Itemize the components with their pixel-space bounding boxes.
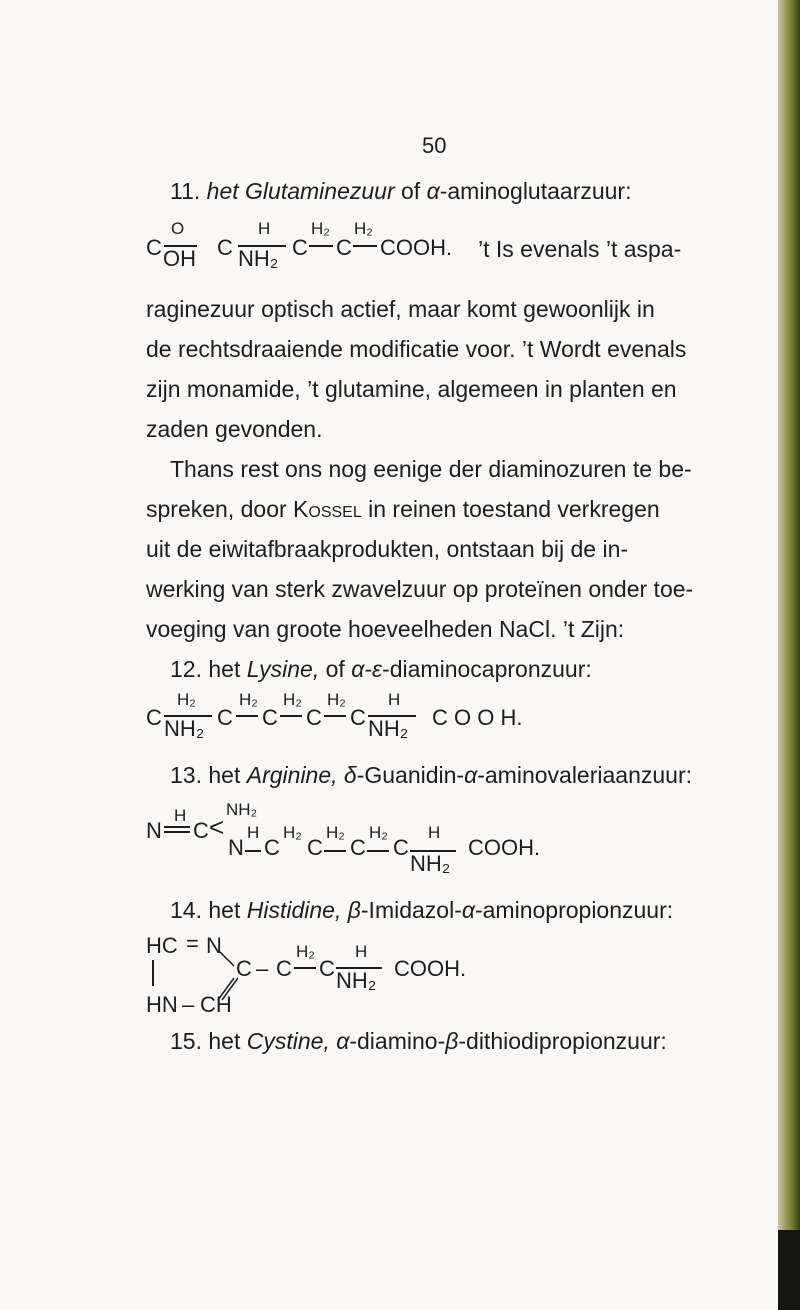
bond-line [280, 715, 302, 717]
formula-cooh: C O O H. [432, 705, 523, 730]
ring-bond [220, 952, 234, 966]
formula-h: H [428, 823, 441, 842]
formula-c: C [146, 235, 162, 260]
formula-h: H [355, 942, 368, 961]
greek-letter: β [347, 897, 361, 923]
item-number: 14. [170, 897, 202, 923]
bond-line [236, 715, 258, 717]
formula-o: O [171, 219, 185, 238]
formula-nh2: NH₂ [164, 716, 205, 741]
item-article: het [208, 897, 241, 923]
item-14-heading [170, 897, 673, 924]
formula-c: C [393, 835, 409, 860]
formula-h2: H₂ [296, 942, 315, 961]
single-bond: – [182, 992, 195, 1017]
item-article: het [206, 178, 239, 204]
body-line: zijn monamide, ’t glutamine, algemeen in planten en [146, 376, 677, 402]
bond-line [353, 245, 377, 247]
item-number: 13. [170, 762, 202, 788]
greek-letter: α [464, 762, 478, 788]
greek-letter: α [336, 1028, 350, 1054]
formula-cooh: COOH. [380, 235, 453, 260]
greek-letter: α [426, 178, 440, 204]
formula-cooh: COOH. [394, 956, 467, 981]
systematic-name-part: -Guanidin- [356, 762, 465, 788]
compound-name: Arginine, [246, 762, 338, 788]
systematic-name-part: -Imidazol- [360, 897, 462, 923]
bond-line [367, 850, 389, 852]
body-line: werking van sterk zwavelzuur op proteïnen onder toe- [146, 576, 694, 602]
compound-name: Histidine, [246, 897, 342, 923]
formula-n: N [206, 933, 222, 958]
bond-line [309, 245, 333, 247]
page-edge-shadow [778, 0, 800, 1309]
compound-name: Lysine, [246, 656, 320, 682]
systematic-name: -aminovaleriaanzuur: [477, 762, 692, 788]
formula-c: C [262, 705, 278, 730]
formula-nh2: NH₂ [336, 968, 377, 993]
text-span: in reinen toestand verkregen [368, 496, 660, 522]
systematic-name: -dithiodipropionzuur: [458, 1028, 667, 1054]
formula-nh2: NH₂ [238, 246, 279, 271]
item-article: het [208, 762, 241, 788]
double-bond: = [186, 931, 199, 956]
double-bond-line [164, 831, 190, 833]
formula-h: H [174, 806, 187, 825]
formula-c: C [217, 235, 233, 260]
systematic-name: -aminopropionzuur: [474, 897, 674, 923]
item-number: 11. [170, 178, 201, 204]
page-edge-dark-corner [778, 1230, 800, 1310]
systematic-name-part: -diamino- [349, 1028, 446, 1054]
ring-bond [152, 960, 154, 986]
formula-h: H [388, 690, 401, 709]
compound-name: Glutaminezuur [245, 178, 395, 204]
compound-name: Cystine, [246, 1028, 330, 1054]
body-line: zaden gevonden. [146, 416, 323, 442]
greek-letter: α [461, 897, 475, 923]
formula-c: C [276, 956, 292, 981]
formula-h2: H₂ [354, 219, 373, 238]
formula-ch: CH [200, 992, 232, 1017]
formula-c: C [307, 835, 323, 860]
formula-h2: H₂ [369, 823, 388, 842]
formula-c: C [350, 705, 366, 730]
bond-line [324, 850, 346, 852]
formula-h2: H₂ [239, 690, 258, 709]
greek-letters: α-ε [351, 656, 383, 682]
formula-c: C [193, 818, 209, 843]
body-line: voeging van groote hoeveelheden NaCl. ’t Zijn: [146, 616, 625, 642]
formula-n: N [146, 818, 162, 843]
formula-c: C [306, 705, 322, 730]
formula-h2: H₂ [283, 823, 302, 842]
formula-c: C [336, 235, 352, 260]
item-13-heading [170, 762, 692, 789]
item-number: 15. [170, 1028, 202, 1054]
item-12-heading [170, 656, 592, 683]
systematic-name: -diaminocapronzuur: [382, 656, 592, 682]
formula-oh: OH [163, 246, 196, 271]
formula-hn: HN [146, 992, 178, 1017]
body-line: uit de eiwitafbraakprodukten, ontstaan bij de in- [146, 536, 629, 562]
item-15-heading [170, 1028, 667, 1055]
formula-h2: H₂ [311, 219, 330, 238]
formula-c: C [264, 835, 280, 860]
double-bond-line [164, 826, 190, 828]
formula-c: C [217, 705, 233, 730]
item-connector: of [325, 656, 345, 682]
bond-line [294, 967, 316, 969]
formula-nh2: NH₂ [226, 800, 258, 819]
item-connector: of [401, 178, 421, 204]
formula-hc: HC [146, 933, 178, 958]
glutamic-trailing-text: ’t Is evenals ’t aspa- [478, 236, 682, 262]
greek-letter: δ [343, 762, 357, 788]
formula-h2: H₂ [177, 690, 196, 709]
formula-c: C [350, 835, 366, 860]
author-name: Kossel [293, 496, 362, 522]
formula-nh2: NH₂ [368, 716, 409, 741]
body-line [146, 496, 660, 523]
page-number: 50 [422, 133, 447, 158]
single-bond: – [256, 956, 269, 981]
greek-letter: β [445, 1028, 459, 1054]
formula-n: N [228, 835, 244, 860]
item-article: het [208, 1028, 241, 1054]
formula-h2: H₂ [326, 823, 345, 842]
formula-c: C [146, 705, 162, 730]
text-span: spreken, door [146, 496, 287, 522]
formula-nh2: NH₂ [410, 851, 451, 876]
item-number: 12. [170, 656, 202, 682]
item-11-heading [170, 178, 631, 205]
item-article: het [208, 656, 241, 682]
bond-line [245, 850, 261, 852]
systematic-name: -aminoglutaarzuur: [439, 178, 632, 204]
bond-line [324, 715, 346, 717]
formula-c: C [292, 235, 308, 260]
formula-h2: H₂ [283, 690, 302, 709]
formula-c: C [236, 956, 252, 981]
body-line: de rechtsdraaiende modificatie voor. ’t Wordt evenals [146, 336, 687, 362]
branch-bracket: < [209, 812, 225, 842]
formula-h: H [258, 219, 271, 238]
body-line: Thans rest ons nog eenige der diaminozuren te be- [170, 456, 692, 482]
formula-c: C [319, 956, 335, 981]
formula-h2: H₂ [327, 690, 346, 709]
formula-h: H [247, 823, 260, 842]
body-line: raginezuur optisch actief, maar komt gewoonlijk in [146, 296, 655, 322]
formula-cooh: COOH. [468, 835, 541, 860]
